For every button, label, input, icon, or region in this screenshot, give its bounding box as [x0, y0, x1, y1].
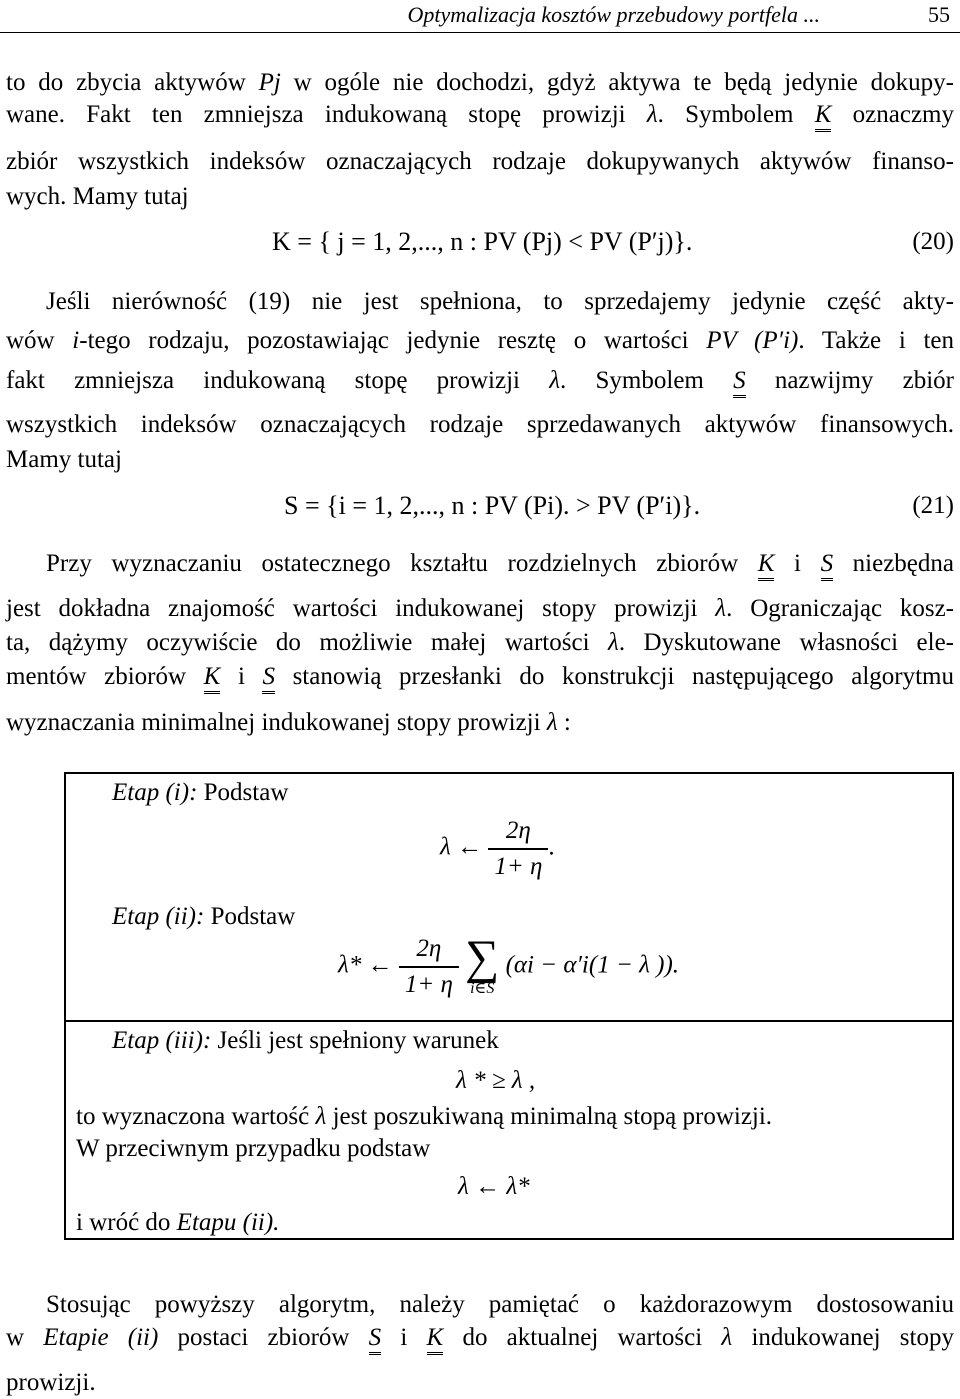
paragraph-4-line-2: w Etapie (ii) postaci zbiorów S i K do aktualnej wartości λ indukowanej stopy: [6, 1323, 954, 1353]
running-title: Optymalizacja kosztów przebudowy portfela ...: [407, 2, 820, 27]
fraction-1: $\frac{2\eta}{1+ \eta}$: [488, 814, 548, 884]
etap-2-line: Etap (ii): Podstaw: [112, 903, 296, 930]
etap-3-line: Etap (iii): Jeśli jest spełniony warunek: [112, 1027, 499, 1054]
summation-sign: ∑ i∈S: [465, 931, 500, 997]
fraction-2: $\frac{2\eta}{1+ \eta}$: [399, 932, 459, 1002]
paragraph-1-line-3: zbiór wszystkich indeksów oznaczających rodzaje dokupywanych aktywów finanso-: [6, 148, 954, 175]
return-line: i wróć do Etapu (ii).: [76, 1209, 280, 1236]
paragraph-2-line-4: wszystkich indeksów oznaczających rodzaje sprzedawanych aktywów finansowych.: [6, 411, 954, 438]
paragraph-1-line-1: to do zbycia aktywów Pj w ogóle nie dochodzi, gdyż aktywa te będą jedynie dokupy-: [6, 69, 954, 96]
condition-formula: λ * ≥ λ ,: [456, 1067, 536, 1094]
paragraph-3-line-4: mentów zbiorów K i S stanowią przesłanki do konstrukcji następującego algorytmu: [6, 662, 954, 692]
paragraph-3-line-2: jest dokładna znajomość wartości indukowanej stopy prowizji λ. Ograniczając kosz-: [6, 595, 955, 622]
equation-21-number: (21): [912, 492, 954, 519]
then-line: to wyznaczona wartość λ jest poszukiwaną minimalną stopą prowizji.: [76, 1103, 773, 1130]
paragraph-2-line-5: Mamy tutaj: [6, 446, 122, 473]
etap-1-line: Etap (i): Podstaw: [112, 779, 289, 806]
paragraph-3-line-5: wyznaczania minimalnej indukowanej stopy prowizji λ :: [6, 709, 571, 736]
paragraph-4-line-1: Stosując powyższy algorytm, należy pamiętać o każdorazowym dostosowaniu: [46, 1291, 954, 1318]
etap-1-formula: λ ← $\frac{2\eta}{1+ \eta}$ .: [440, 814, 555, 884]
else-line: W przeciwnym przypadku podstaw: [76, 1135, 431, 1162]
equation-20-number: (20): [912, 228, 954, 255]
paragraph-2-line-3: fakt zmniejsza indukowaną stopę prowizji λ. Symbolem S nazwijmy zbiór: [6, 366, 954, 396]
etap-2-formula: λ* ← $\frac{2\eta}{1+ \eta}$ ∑ i∈S (αi − α′i(1 − λ )).: [338, 932, 679, 1002]
paragraph-1-line-4: wych. Mamy tutaj: [6, 183, 189, 210]
paragraph-3-line-1: Przy wyznaczaniu ostatecznego kształtu rozdzielnych zbiorów K i S niezbędna: [46, 549, 954, 579]
equation-21: S = {i = 1, 2,..., n : PV (Pi). > PV (P′i)}.: [284, 491, 701, 520]
paragraph-2-line-1: Jeśli nierówność (19) nie jest spełniona, to sprzedajemy jedynie część akty-: [46, 288, 954, 315]
header-rule: [0, 32, 960, 33]
assign-formula: λ ← λ*: [458, 1173, 530, 1200]
running-header: [0, 0, 960, 34]
equation-20: K = { j = 1, 2,..., n : PV (Pj) < PV (P′j)}.: [272, 227, 693, 256]
paragraph-2-line-2: wów i-tego rodzaju, pozostawiając jedynie resztę o wartości PV (P′i). Także i ten: [6, 327, 954, 354]
paragraph-1-line-2: wane. Fakt ten zmniejsza indukowaną stopę prowizji λ. Symbolem K oznaczmy: [6, 100, 954, 130]
algorithm-box: [64, 772, 954, 1240]
paragraph-4-line-3: prowizji.: [6, 1369, 96, 1396]
page-number: 55: [928, 2, 950, 27]
paragraph-3-line-3: ta, dążymy oczywiście do możliwie małej wartości λ. Dyskutowane własności ele-: [6, 629, 954, 656]
box-divider: [66, 1020, 952, 1022]
